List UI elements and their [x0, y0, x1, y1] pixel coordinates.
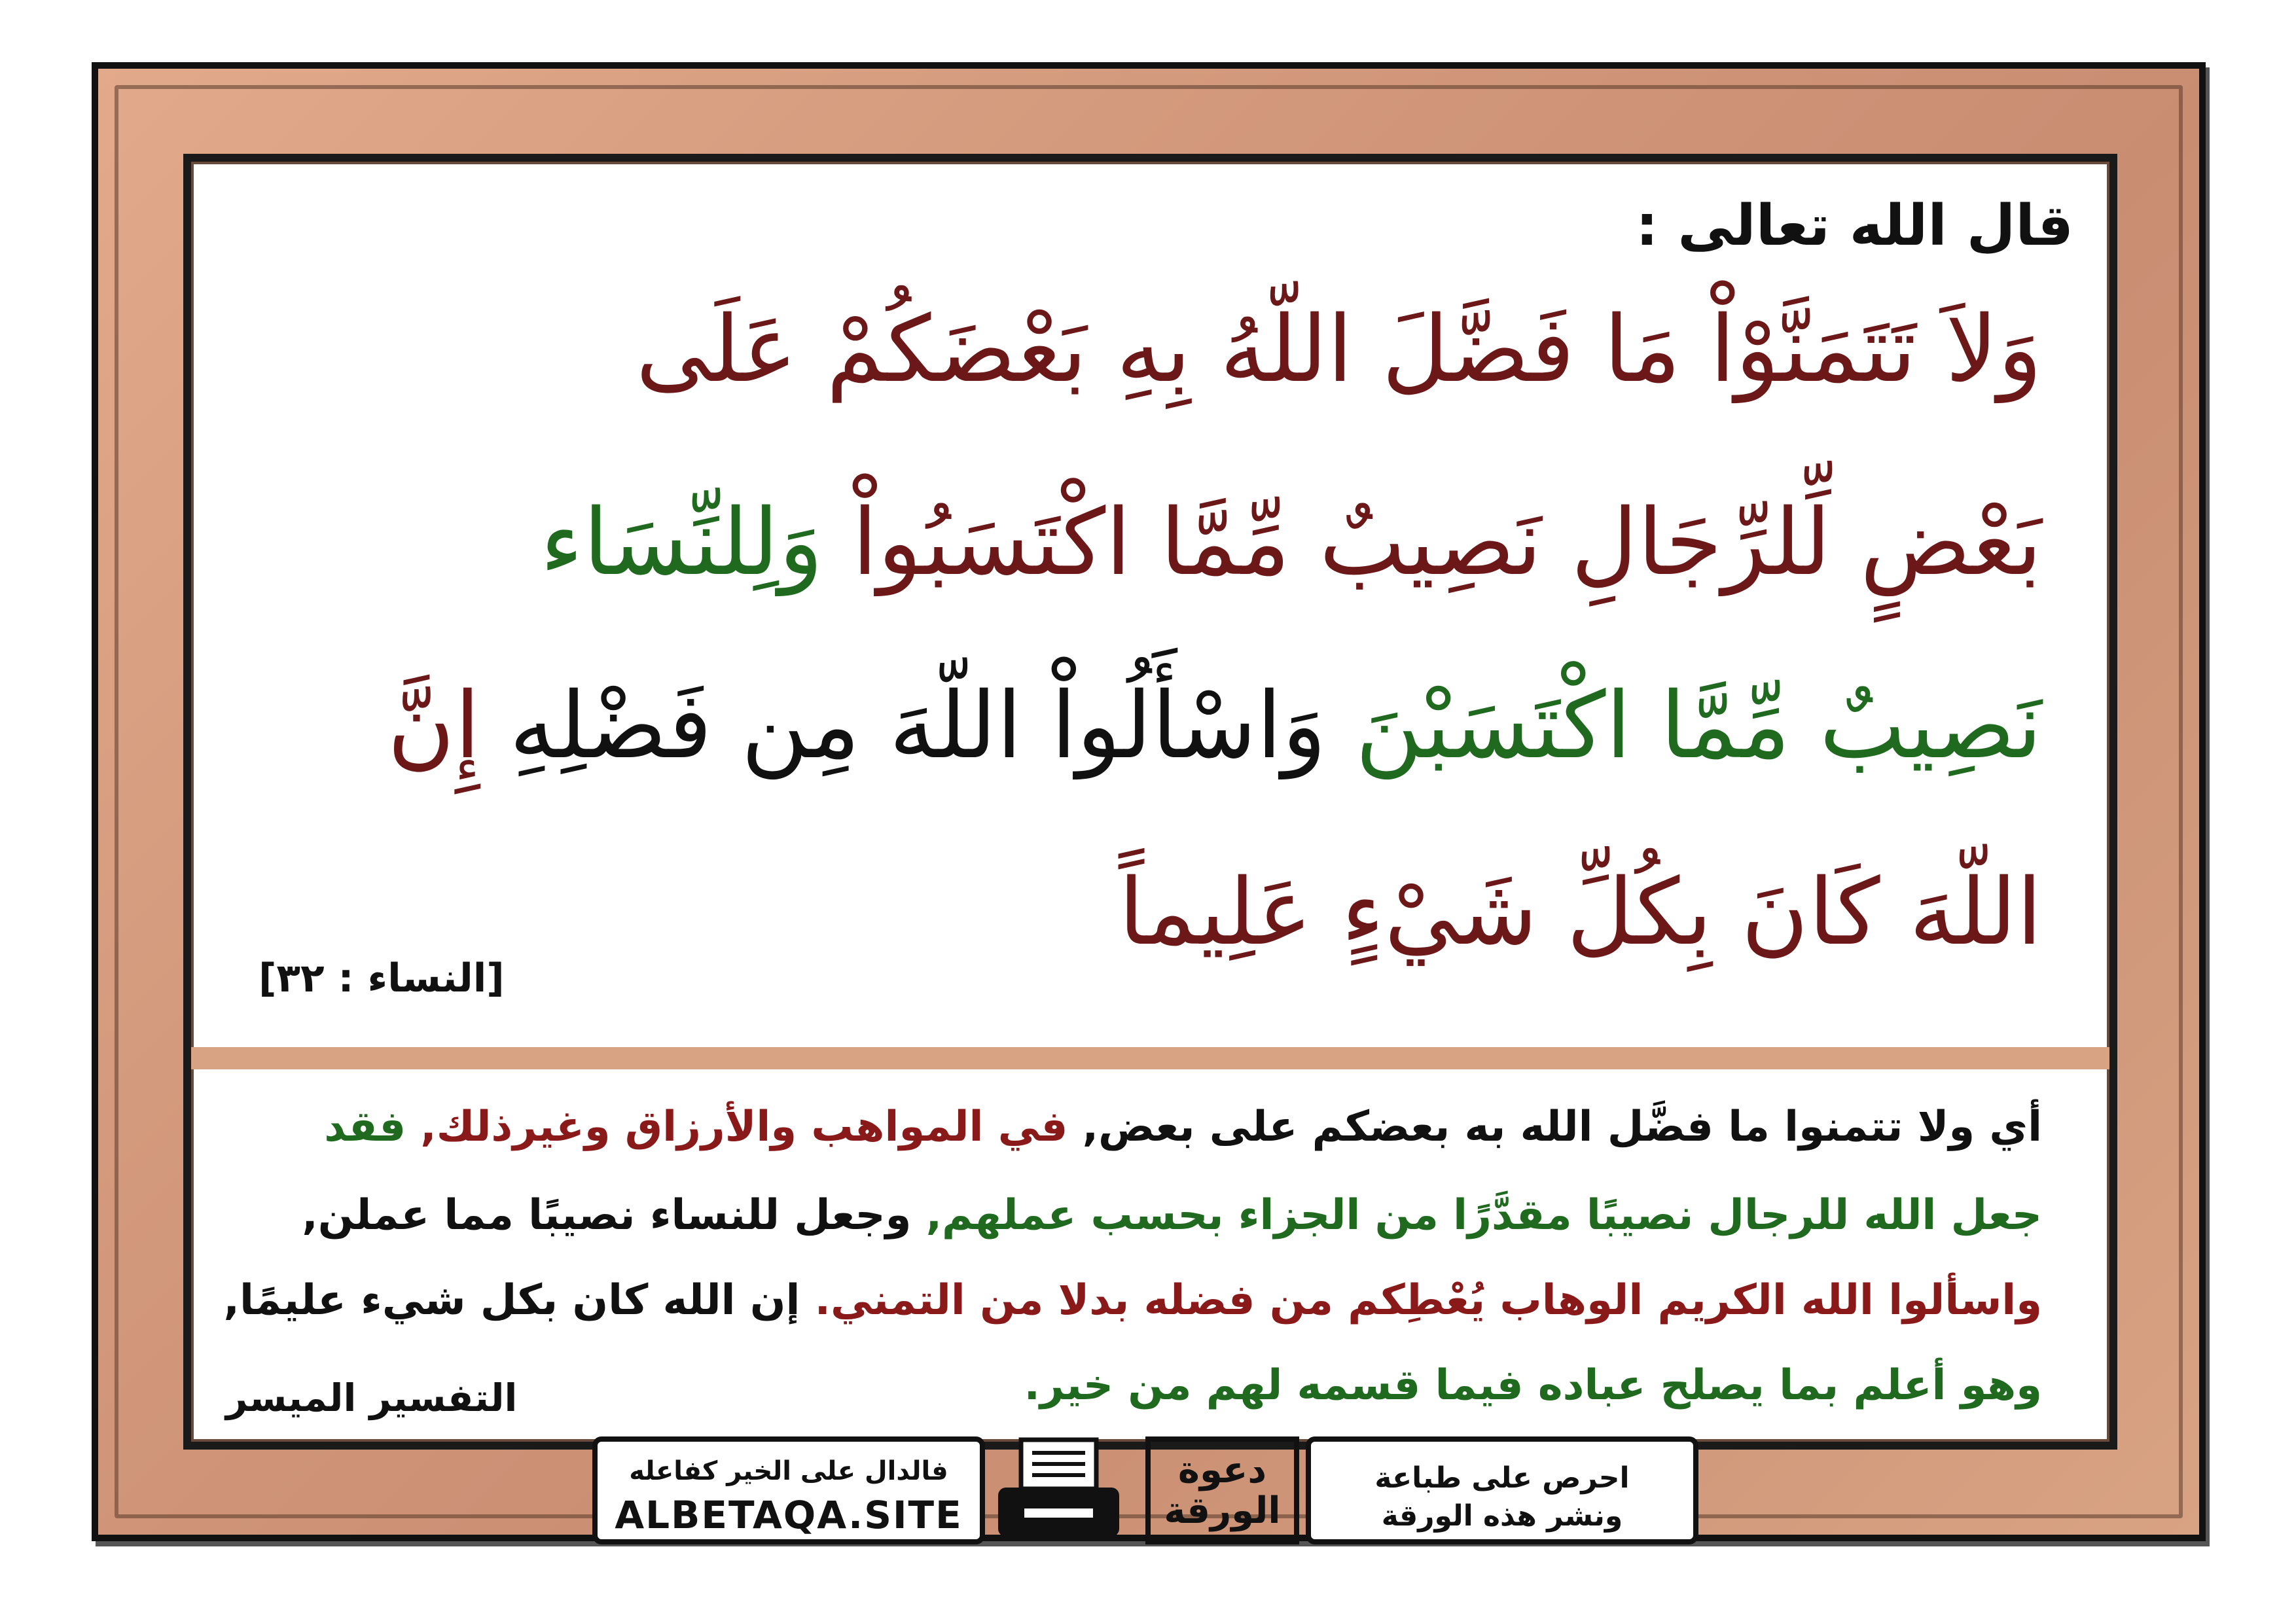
tafsir-line-1	[249, 1103, 2042, 1151]
verse-line-2-part-b: وَلِلنِّسَاء	[540, 490, 823, 596]
intro-heading: قال الله تعالى :	[1636, 193, 2073, 259]
verse-line-4: اللّهَ كَانَ بِكُلِّ شَيْءٍ عَلِيماً	[1119, 859, 2042, 966]
verse-line-1: وَلاَ تَتَمَنَّوْاْ مَا فَضَّلَ اللّهُ بِهِ بَعْضَكُمْ عَلَى	[636, 296, 2042, 403]
tafsir-line-2-part-b: وجعل للنساء نصيبًا مما عملن,	[302, 1191, 912, 1240]
verse-reference: [النساء : ٣٢]	[259, 955, 505, 1001]
footer-print-line-1: احرص على طباعة	[1374, 1461, 1630, 1495]
tafsir-line-1-part-b: في المواهب والأرزاق وغيرذلك,	[406, 1103, 1068, 1151]
tafsir-line-1-part-c: فقد	[324, 1103, 406, 1151]
footer-print-line-2: ونشر هذه الورقة	[1381, 1499, 1623, 1533]
verse-line-3	[275, 673, 2042, 779]
footer-print-box	[1306, 1436, 1698, 1544]
verse-line-2	[275, 490, 2042, 596]
footer-website: ALBETAQA.SITE	[615, 1493, 963, 1537]
tafsir-line-3-part-a: واسألوا الله الكريم الوهاب يُعْطِكم من فضله بدلا من التمني.	[800, 1276, 2042, 1325]
tafsir-line-3	[223, 1276, 2042, 1325]
footer-slogan: فالدال على الخير كفاعله	[629, 1456, 948, 1486]
tafsir-line-1-part-a: أي ولا تتمنوا ما فضَّل الله به بعضكم على بعض,	[1067, 1103, 2042, 1151]
printer-icon	[992, 1436, 1126, 1544]
tafsir-line-3-part-b: إن الله كان بكل شيء عليمًا,	[223, 1276, 800, 1325]
verse-line-3-part-c: إِنَّ	[387, 673, 480, 779]
logo-line-2: الورقة	[1164, 1489, 1281, 1532]
verse-line-3-part-a: نَصِيبٌ مِّمَّا اكْتَسَبْنَ	[1326, 673, 2042, 779]
verse-line-3-part-b: وَاسْأَلُواْ اللّهَ مِن فَضْلِهِ	[480, 673, 1327, 779]
verse-line-2-part-a: بَعْضٍ لِّلرِّجَالِ نَصِيبٌ مِّمَّا اكْتَسَبُواْ	[823, 490, 2042, 596]
footer-website-box	[592, 1436, 985, 1544]
tafsir-line-2	[249, 1191, 2042, 1240]
tafsir-line-2-part-a: جعل الله للرجال نصيبًا مقدَّرًا من الجزاء بحسب عملهم,	[911, 1191, 2042, 1240]
section-divider	[191, 1047, 2109, 1069]
tafsir-source: التفسير الميسر	[226, 1376, 518, 1420]
logo-line-1: دعوة	[1177, 1448, 1267, 1491]
dawat-alwaraqa-logo	[1145, 1436, 1299, 1544]
tafsir-line-4: وهو أعلم بما يصلح عباده فيما قسمه لهم من خير.	[1024, 1361, 2042, 1410]
